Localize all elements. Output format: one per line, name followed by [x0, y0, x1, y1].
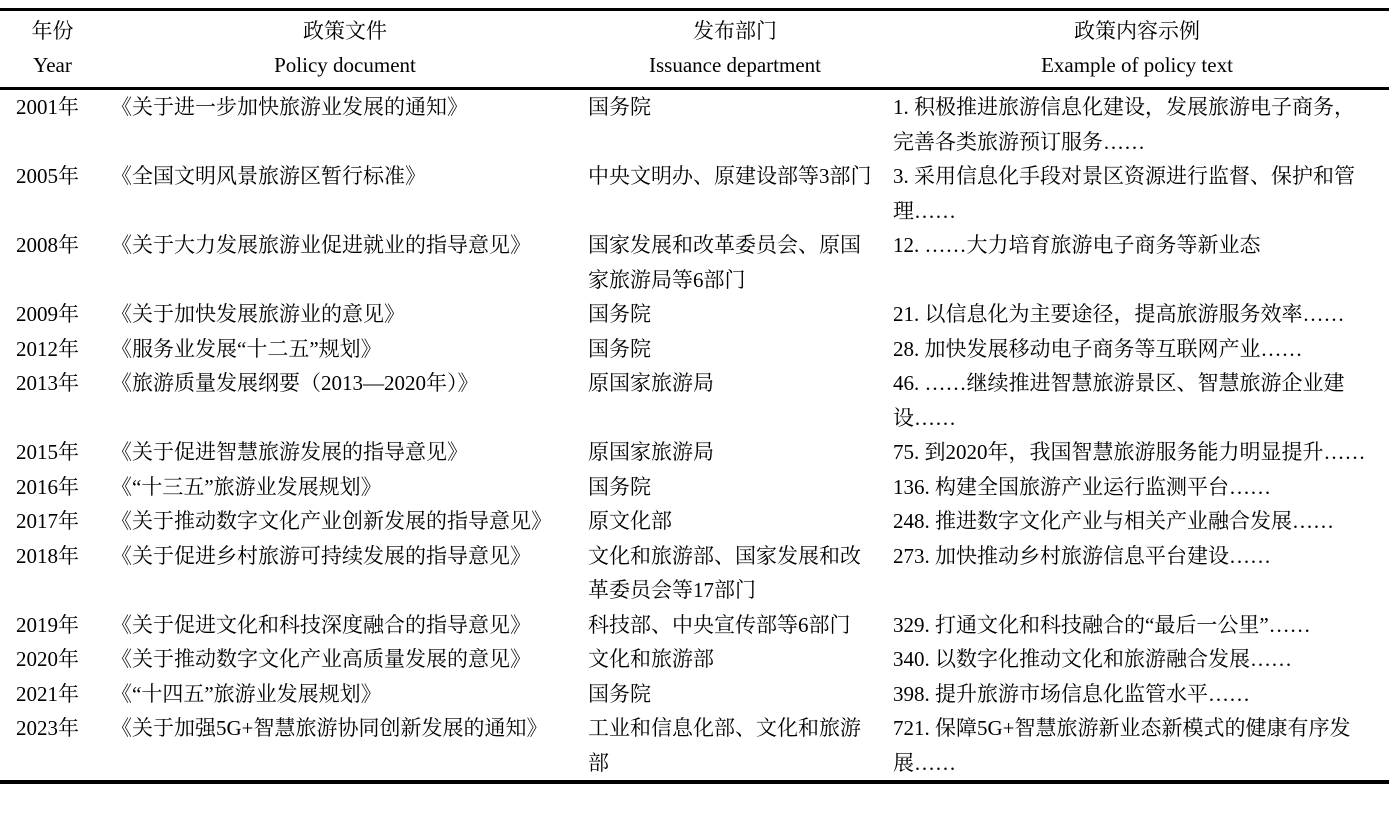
column-header-department	[585, 10, 885, 89]
header-year-zh: 年份	[31, 19, 74, 43]
table-row	[0, 504, 1389, 539]
document-cell: 《旅游质量发展纲要（2013—2020年）》	[111, 371, 479, 395]
table-row	[0, 366, 1389, 435]
document-cell: 《关于促进文化和科技深度融合的指导意见》	[111, 612, 531, 637]
department-cell: 国务院	[588, 95, 651, 119]
example-cell: 136. 构建全国旅游产业运行监测平台……	[893, 474, 1271, 499]
department-cell: 原国家旅游局	[588, 371, 714, 395]
header-example-zh: 政策内容示例	[1074, 19, 1200, 43]
table-row	[0, 332, 1389, 367]
year-cell: 2008年	[16, 233, 79, 257]
department-cell: 国务院	[588, 302, 651, 326]
table-header	[0, 10, 1389, 89]
document-cell: 《关于大力发展旅游业促进就业的指导意见》	[111, 233, 531, 257]
example-cell: 721. 保障5G+智慧旅游新业态新模式的健康有序发展……	[893, 716, 1351, 775]
table-row	[0, 297, 1389, 332]
example-cell: 1. 积极推进旅游信息化建设，发展旅游电子商务，完善各类旅游预订服务……	[893, 95, 1355, 154]
header-document-zh: 政策文件	[303, 19, 387, 43]
table-row	[0, 677, 1389, 712]
table-row	[0, 228, 1389, 297]
table-row	[0, 89, 1389, 160]
year-cell: 2018年	[16, 543, 79, 568]
table-row	[0, 435, 1389, 470]
table-row	[0, 539, 1389, 608]
department-cell: 国务院	[588, 474, 651, 499]
table-row	[0, 159, 1389, 228]
year-cell: 2016年	[16, 474, 79, 499]
year-cell: 2009年	[16, 302, 79, 326]
document-cell: 《“十四五”旅游业发展规划》	[111, 681, 382, 706]
document-cell: 《全国文明风景旅游区暂行标准》	[111, 164, 426, 188]
year-cell: 2015年	[16, 440, 79, 464]
year-cell: 2017年	[16, 509, 79, 533]
document-cell: 《关于加快发展旅游业的意见》	[111, 302, 405, 326]
year-cell: 2023年	[16, 716, 79, 740]
example-cell: 75. 到2020年，我国智慧旅游服务能力明显提升……	[893, 440, 1366, 464]
example-cell: 248. 推进数字文化产业与相关产业融合发展……	[893, 509, 1334, 533]
year-cell: 2005年	[16, 164, 79, 188]
document-cell: 《服务业发展“十二五”规划》	[111, 336, 382, 361]
year-cell: 2013年	[16, 371, 79, 395]
example-cell: 12. ……大力培育旅游电子商务等新业态	[893, 233, 1261, 257]
department-cell: 文化和旅游部、国家发展和改革委员会等17部门	[588, 543, 861, 602]
example-cell: 340. 以数字化推动文化和旅游融合发展……	[893, 647, 1292, 671]
table-row	[0, 642, 1389, 677]
table-row	[0, 711, 1389, 782]
year-cell: 2012年	[16, 336, 79, 361]
department-cell: 国家发展和改革委员会、原国家旅游局等6部门	[588, 233, 861, 292]
department-cell: 中央文明办、原建设部等3部门	[588, 164, 872, 188]
department-cell: 文化和旅游部	[588, 647, 714, 671]
column-header-document	[105, 10, 585, 89]
header-row	[0, 10, 1389, 89]
document-cell: 《“十三五”旅游业发展规划》	[111, 474, 382, 499]
table-row	[0, 470, 1389, 505]
document-cell: 《关于促进乡村旅游可持续发展的指导意见》	[111, 543, 531, 568]
year-cell: 2001年	[16, 95, 79, 119]
column-header-example	[885, 10, 1389, 89]
document-cell: 《关于促进智慧旅游发展的指导意见》	[111, 440, 468, 464]
example-cell: 3. 采用信息化手段对景区资源进行监督、保护和管理……	[893, 164, 1355, 223]
department-cell: 原文化部	[588, 509, 672, 533]
example-cell: 46. ……继续推进智慧旅游景区、智慧旅游企业建设……	[893, 371, 1345, 430]
header-department-zh: 发布部门	[693, 19, 777, 43]
header-year-en: Year	[33, 53, 72, 77]
department-cell: 国务院	[588, 336, 651, 361]
table-row	[0, 608, 1389, 643]
document-cell: 《关于推动数字文化产业创新发展的指导意见》	[111, 509, 552, 533]
year-cell: 2019年	[16, 612, 79, 637]
table-body	[0, 89, 1389, 783]
column-header-year	[0, 10, 105, 89]
year-cell: 2021年	[16, 681, 79, 706]
example-cell: 398. 提升旅游市场信息化监管水平……	[893, 681, 1250, 706]
department-cell: 国务院	[588, 681, 651, 706]
header-example-en: Example of policy text	[1041, 53, 1233, 77]
example-cell: 273. 加快推动乡村旅游信息平台建设……	[893, 543, 1271, 568]
department-cell: 工业和信息化部、文化和旅游部	[588, 716, 861, 775]
header-document-en: Policy document	[274, 53, 416, 77]
department-cell: 科技部、中央宣传部等6部门	[588, 612, 851, 637]
document-cell: 《关于进一步加快旅游业发展的通知》	[111, 95, 468, 119]
year-cell: 2020年	[16, 647, 79, 671]
example-cell: 21. 以信息化为主要途径，提高旅游服务效率……	[893, 302, 1345, 326]
example-cell: 329. 打通文化和科技融合的“最后一公里”……	[893, 612, 1311, 637]
policy-table	[0, 8, 1389, 784]
document-cell: 《关于加强5G+智慧旅游协同创新发展的通知》	[111, 716, 548, 740]
header-department-en: Issuance department	[648, 53, 821, 77]
department-cell: 原国家旅游局	[588, 440, 714, 464]
example-cell: 28. 加快发展移动电子商务等互联网产业……	[893, 336, 1303, 361]
document-cell: 《关于推动数字文化产业高质量发展的意见》	[111, 647, 531, 671]
